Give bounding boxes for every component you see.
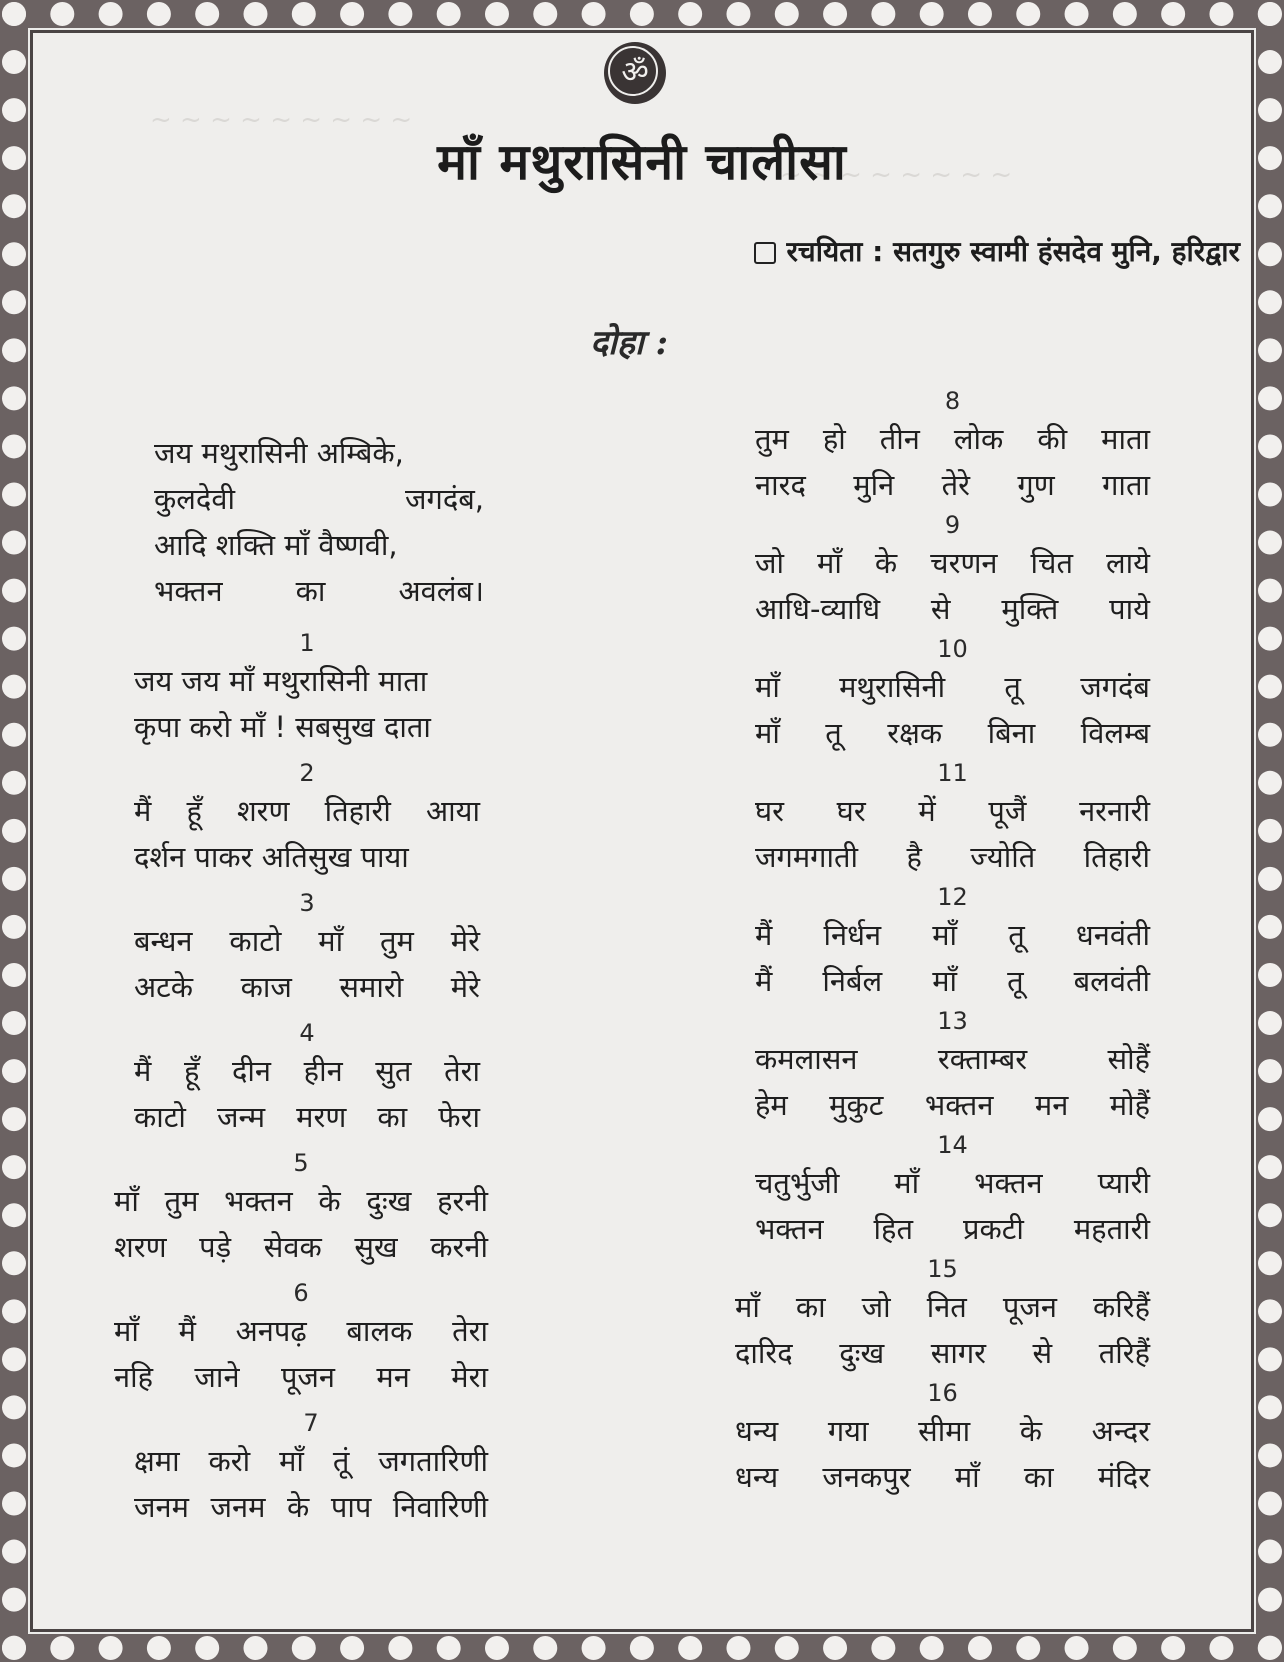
left-column [114, 430, 520, 1538]
doha-line: भक्तन का अवलंब। [154, 574, 484, 608]
verse [755, 882, 1150, 1004]
doha-line: आदि शक्ति माँ वैष्णवी, [154, 528, 398, 562]
verse-number: 10 [937, 635, 968, 663]
bleed-through-text: ~ ~ ~ ~ ~ ~ ~ ~ [780, 160, 1013, 190]
verse-line: मैं निर्बल माँ तू बलवंती [755, 964, 1150, 998]
verse-line: नारद मुनि तेरे गुण गाता [755, 468, 1150, 502]
verse [735, 1378, 1150, 1500]
verse-number: 6 [293, 1279, 309, 1307]
verse-line: दारिद दुःख सागर से तरिहैं [735, 1336, 1150, 1370]
verse-line: जगमगाती है ज्योति तिहारी [755, 840, 1150, 874]
verse-line: भक्तन हित प्रकटी महतारी [755, 1212, 1150, 1246]
verse-line: अटके काज समारो मेरे [134, 970, 480, 1004]
verse-line: कमलासन रक्ताम्बर सोहैं [755, 1042, 1150, 1076]
verse-number: 11 [937, 759, 968, 787]
verse-number: 13 [937, 1007, 968, 1035]
author-text: रचयिता : सतगुरु स्वामी हंसदेव मुनि, हरिद्वार [786, 235, 1240, 268]
verse [134, 758, 480, 880]
verse-number: 12 [937, 883, 968, 911]
verse-line: मैं हूँ दीन हीन सुत तेरा [134, 1054, 480, 1088]
verse [134, 628, 480, 750]
verse [735, 1254, 1150, 1376]
verse-line: माँ मैं अनपढ़ बालक तेरा [114, 1314, 488, 1348]
verse-line: मैं हूँ शरण तिहारी आया [134, 794, 480, 828]
verse-line: चतुर्भुजी माँ भक्तन प्यारी [755, 1166, 1150, 1200]
verse [755, 758, 1150, 880]
verse-number: 9 [944, 511, 961, 539]
verse-line: घर घर में पूजैं नरनारी [755, 794, 1150, 828]
verse-line: दर्शन पाकर अतिसुख पाया [134, 840, 409, 874]
verse-number: 8 [944, 387, 961, 415]
verse-number: 1 [299, 629, 315, 657]
verse-number: 3 [299, 889, 315, 917]
doha-line: कुलदेवी जगदंब, [154, 482, 484, 516]
verse-line: धन्य गया सीमा के अन्दर [735, 1414, 1150, 1448]
verse [755, 634, 1150, 756]
verse-number: 14 [937, 1131, 968, 1159]
verse-number: 2 [299, 759, 315, 787]
verse-line: माँ मथुरासिनी तू जगदंब [755, 670, 1150, 704]
verse [114, 1148, 488, 1270]
verse-line: जय जय माँ मथुरासिनी माता [134, 664, 428, 698]
doha-stanza [154, 430, 484, 614]
right-column [735, 386, 1150, 1502]
verse [755, 1130, 1150, 1252]
verse [755, 510, 1150, 632]
verse-number: 5 [293, 1149, 309, 1177]
verse-number: 16 [927, 1379, 958, 1407]
verse-line: हेम मुकुट भक्तन मन मोहैं [755, 1088, 1150, 1122]
bleed-through-text: ~ ~ ~ ~ ~ ~ ~ ~ ~ [150, 105, 413, 135]
verse-line: माँ तुम भक्तन के दुःख हरनी [114, 1184, 488, 1218]
verse-line: माँ का जो नित पूजन करिहैं [735, 1290, 1150, 1324]
verse-line: कृपा करो माँ ! सबसुख दाता [134, 710, 431, 744]
verse [755, 1006, 1150, 1128]
verse-number: 7 [303, 1409, 319, 1437]
verse-line: शरण पड़े सेवक सुख करनी [114, 1230, 488, 1264]
checkbox-bullet-icon [754, 242, 776, 264]
verse [134, 888, 480, 1010]
verse-line: क्षमा करो माँ तूं जगतारिणी [134, 1444, 488, 1478]
verse [134, 1018, 480, 1140]
verse-number: 4 [299, 1019, 315, 1047]
verse-line: जो माँ के चरणन चित लाये [755, 546, 1150, 580]
verse-line: तुम हो तीन लोक की माता [755, 422, 1150, 456]
author-line [754, 232, 1240, 270]
doha-line: जय मथुरासिनी अम्बिके, [154, 436, 404, 470]
verse-line: आधि-व्याधि से मुक्ति पाये [755, 592, 1150, 626]
doha-heading: दोहा : [590, 323, 669, 363]
verse-line: जनम जनम के पाप निवारिणी [134, 1490, 488, 1524]
page-title: माँ मथुरासिनी चालीसा [437, 133, 847, 191]
verse-line: माँ तू रक्षक बिना विलम्ब [755, 716, 1150, 750]
verse-line: नहि जाने पूजन मन मेरा [114, 1360, 488, 1394]
verse-line: बन्धन काटो माँ तुम मेरे [134, 924, 480, 958]
verse-line: मैं निर्धन माँ तू धनवंती [755, 918, 1150, 952]
verse [134, 1408, 488, 1530]
verse-line: धन्य जनकपुर माँ का मंदिर [735, 1460, 1150, 1494]
verse [755, 386, 1150, 508]
om-symbol-icon: ॐ [604, 42, 666, 104]
verse-line: काटो जन्म मरण का फेरा [134, 1100, 480, 1134]
verse [114, 1278, 488, 1400]
verse-number: 15 [927, 1255, 958, 1283]
